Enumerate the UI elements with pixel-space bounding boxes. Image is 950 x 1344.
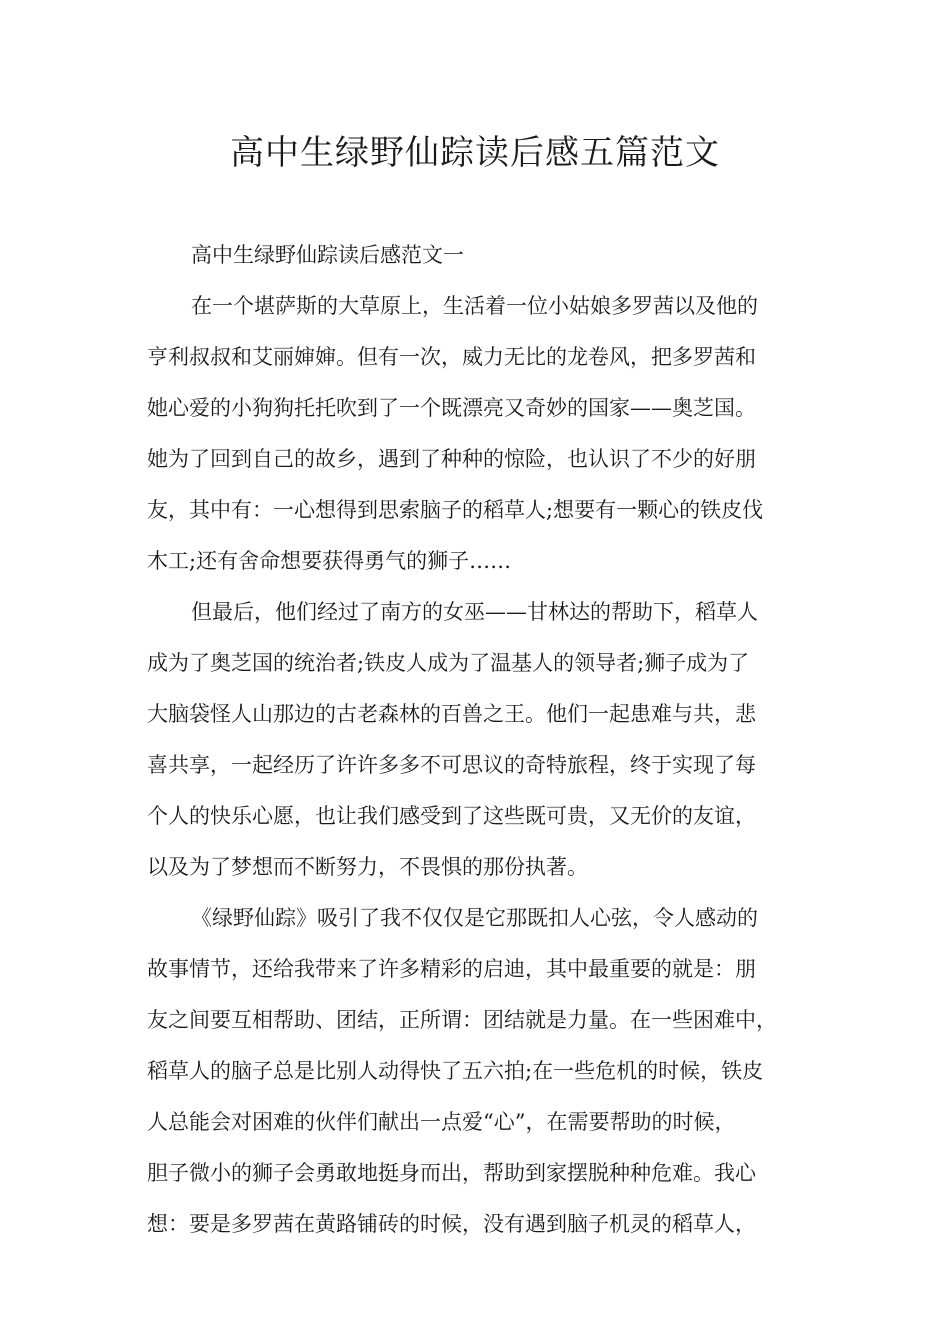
text-line: 高中生绿野仙踪读后感范文一: [191, 243, 464, 267]
text-line: 在一个堪萨斯的大草原上，生活着一位小姑娘多罗茜以及他的: [191, 294, 758, 318]
text-line: 喜共享，一起经历了许许多多不可思议的奇特旅程，终于实现了每: [147, 753, 756, 777]
text-line: 但最后，他们经过了南方的女巫——甘林达的帮助下，稻草人: [191, 600, 758, 624]
text-line: 故事情节，还给我带来了许多精彩的启迪，其中最重要的就是：朋: [147, 957, 756, 981]
text-line: 以及为了梦想而不断努力，不畏惧的那份执著。: [147, 855, 588, 879]
document-body: [147, 230, 815, 1250]
text-line: 人总能会对困难的伙伴们献出一点爱“心”，在需要帮助的时候，: [147, 1110, 736, 1134]
document-title: 高中生绿野仙踪读后感五篇范文: [230, 133, 720, 173]
text-line: 想：要是多罗茜在黄路铺砖的时候，没有遇到脑子机灵的稻草人，: [147, 1212, 756, 1236]
text-line: 她心爱的小狗狗托托吹到了一个既漂亮又奇妙的国家——奥芝国。: [147, 396, 756, 420]
text-line: 友，其中有：一心想得到思索脑子的稻草人;想要有一颗心的铁皮伐: [147, 498, 764, 522]
text-line: 木工;还有舍命想要获得勇气的狮子……: [147, 549, 512, 573]
text-line: 成为了奥芝国的统治者;铁皮人成为了温基人的领导者;狮子成为了: [147, 651, 750, 675]
text-line: 友之间要互相帮助、团结，正所谓：团结就是力量。在一些困难中，: [147, 1008, 777, 1032]
text-line: 个人的快乐心愿，也让我们感受到了这些既可贵，又无价的友谊，: [147, 804, 756, 828]
text-line: 亨利叔叔和艾丽婶婶。但有一次，威力无比的龙卷风，把多罗茜和: [147, 345, 756, 369]
text-line: 稻草人的脑子总是比别人动得快了五六拍;在一些危机的时候，铁皮: [147, 1059, 764, 1083]
text-line: 大脑袋怪人山那边的古老森林的百兽之王。他们一起患难与共，悲: [147, 702, 756, 726]
text-line: 胆子微小的狮子会勇敢地挺身而出，帮助到家摆脱种种危难。我心: [147, 1161, 756, 1185]
text-line: 《绿野仙踪》吸引了我不仅仅是它那既扣人心弦，令人感动的: [191, 906, 758, 930]
text-line: 她为了回到自己的故乡，遇到了种种的惊险，也认识了不少的好朋: [147, 447, 756, 471]
